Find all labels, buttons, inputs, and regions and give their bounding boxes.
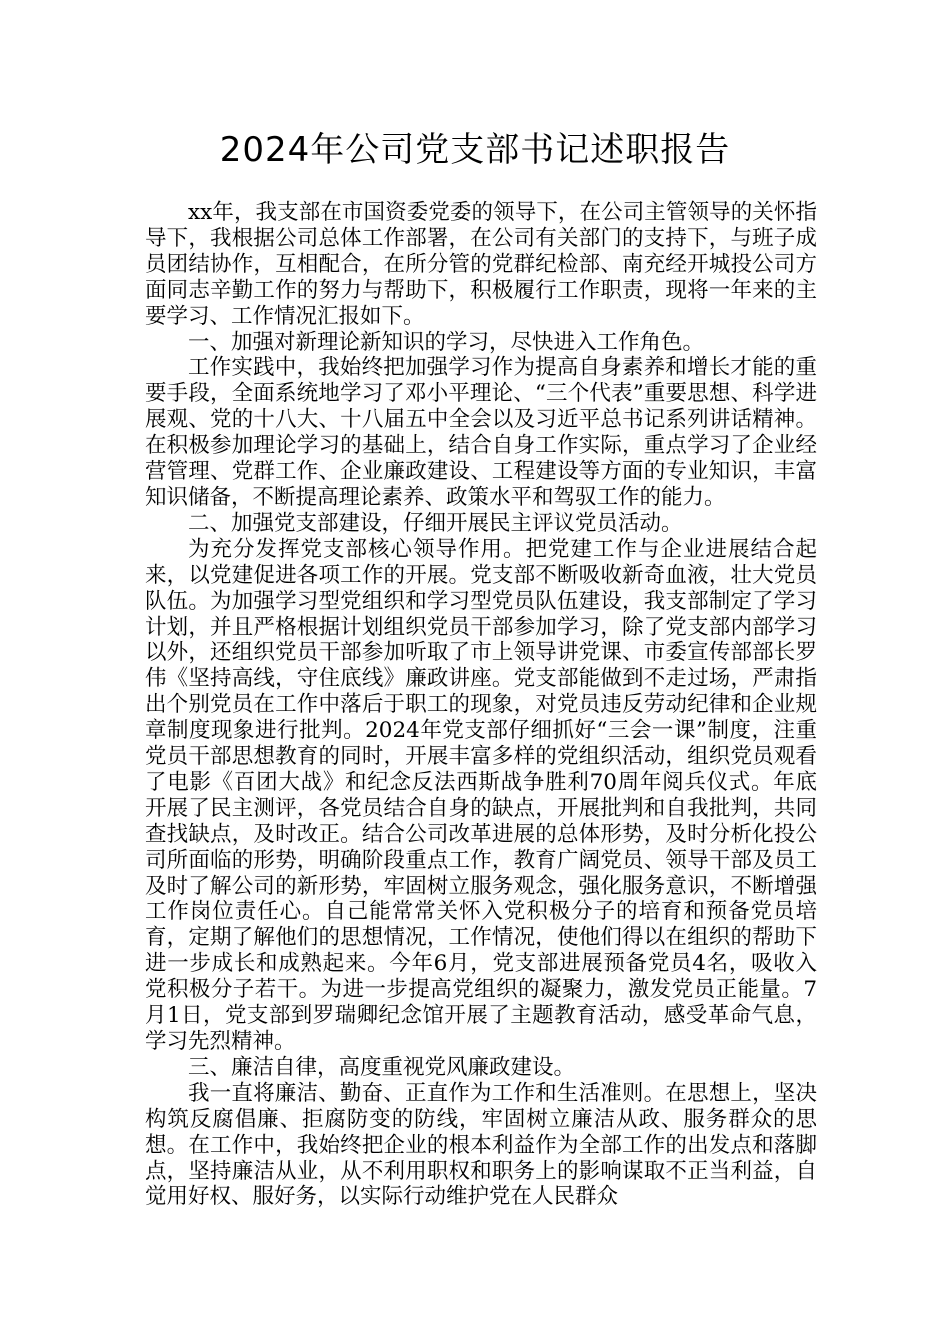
paragraph-integrity: 我一直将廉洁、勤奋、正直作为工作和生活准则。在思想上，坚决构筑反腐倡廉、拒腐防变的防线，牢固树立廉洁从政、服务群众的思想。在工作中，我始终把企业的根本利益作为全部工作的出发点和落脚点，坚持廉洁从业，从不利用职权和职务上的影响谋取不正当利益，自觉用好权、服好务，以实际行动维护党在人民群众 (145, 1080, 817, 1210)
section-heading-3: 三、廉洁自律，高度重视党风廉政建设。 (188, 1054, 576, 1080)
paragraph-intro: xx年，我支部在市国资委党委的领导下，在公司主管领导的关怀指导下，我根据公司总体工作部署，在公司有关部门的支持下，与班子成员团结协作，互相配合，在所分管的党群纪检部、南充经开城投公司方面同志辛勤工作的努力与帮助下，积极履行工作职责，现将一年来的主要学习、工作情况汇报如下。 (145, 200, 817, 329)
paragraph-study: 工作实践中，我始终把加强学习作为提高自身素养和增长才能的重要手段，全面系统地学习了邓小平理论、“三个代表”重要思想、科学进展观、党的十八大、十八届五中全会以及习近平总书记系列讲话精神。在积极参加理论学习的基础上，结合自身工作实际，重点学习了企业经营管理、党群工作、企业廉政建设、工程建设等方面的专业知识，丰富知识储备，不断提高理论素养、政策水平和驾驭工作的能力。 (145, 355, 817, 510)
section-heading-1: 一、加强对新理论新知识的学习，尽快进入工作角色。 (188, 329, 705, 355)
document-body (145, 200, 817, 1210)
document-title: 2024年公司党支部书记述职报告 (219, 130, 731, 170)
paragraph-party-building: 为充分发挥党支部核心领导作用。把党建工作与企业进展结合起来，以党建促进各项工作的开展。党支部不断吸收新奇血液，壮大党员队伍。为加强学习型党组织和学习型党员队伍建设，我支部制定了学习计划，并且严格根据计划组织党员干部参加学习，除了党支部内部学习以外，还组织党员干部参加听取了市上领导讲党课、市委宣传部部长罗伟《坚持高线，守住底线》廉政讲座。党支部能做到不走过场，严肃指出个别党员在工作中落后于职工的现象，对党员违反劳动纪律和企业规章制度现象进行批判。2024年党支部仔细抓好“三会一课”制度，注重党员干部思想教育的同时，开展丰富多样的党组织活动，组织党员观看了电影《百团大战》和纪念反法西斯战争胜利70周年阅兵仪式。年底开展了民主测评，各党员结合自身的缺点，开展批判和自我批判，共同查找缺点，及时改正。结合公司改革进展的总体形势，及时分析化投公司所面临的形势，明确阶段重点工作，教育广阔党员、领导干部及员工及时了解公司的新形势，牢固树立服务观念，强化服务意识，不断增强工作岗位责任心。自己能常常关怀入党积极分子的培育和预备党员培育，定期了解他们的思想情况，工作情况，使他们得以在组织的帮助下进一步成长和成熟起来。今年6月，党支部进展预备党员4名，吸收入党积极分子若干。为进一步提高党组织的凝聚力，激发党员正能量。7月1日，党支部到罗瑞卿纪念馆开展了主题教育活动，感受革命气息，学习先烈精神。 (145, 536, 817, 1054)
section-heading-2: 二、加强党支部建设，仔细开展民主评议党员活动。 (188, 510, 683, 536)
